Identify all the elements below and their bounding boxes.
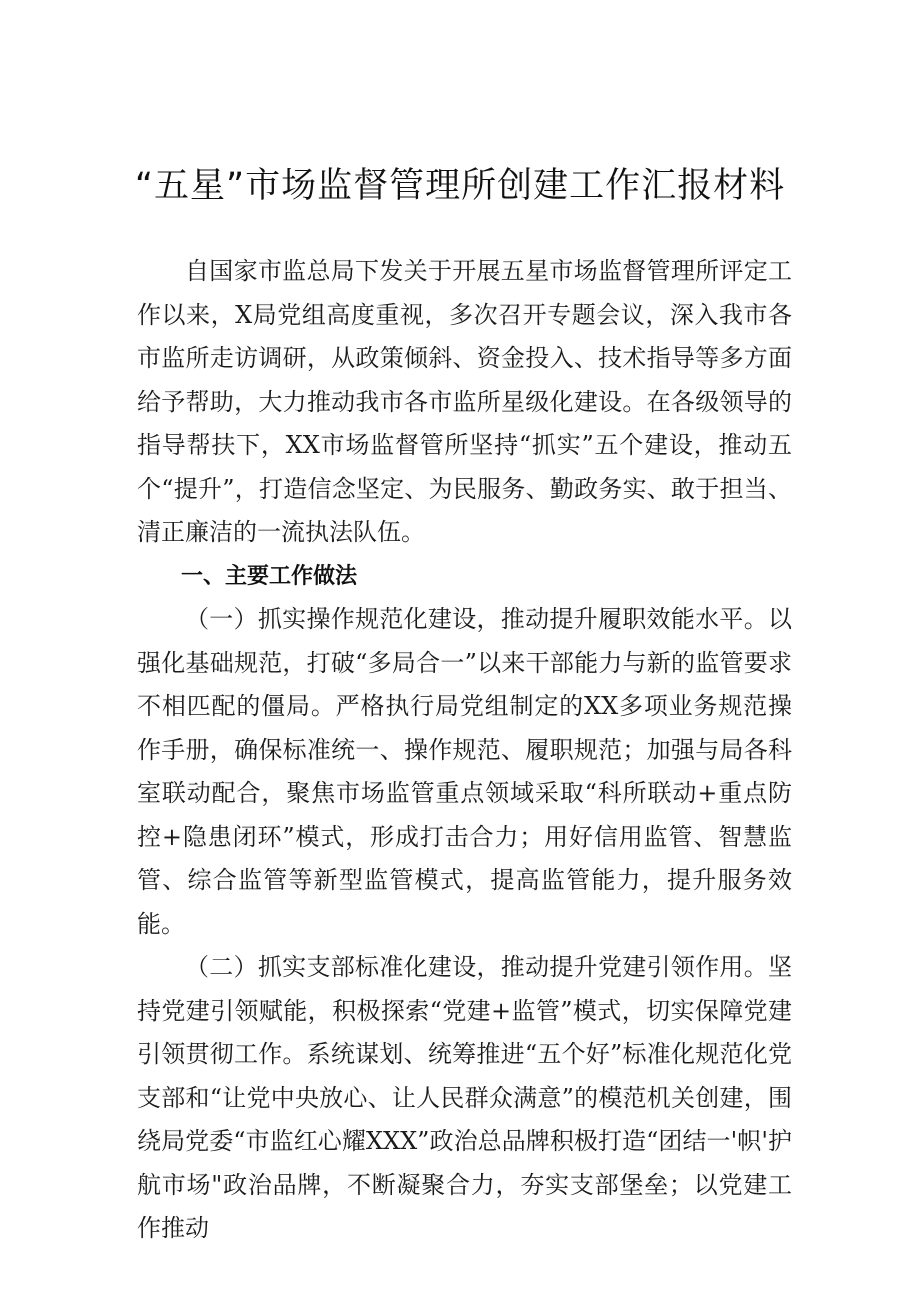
section-heading-main-work: 一、主要工作做法: [181, 563, 358, 589]
paragraph-item-1: （一）抓实操作规范化建设，推动提升履职效能水平。以强化基础规范，打破“多局合一”以来干部能力与新的监管要求不相匹配的僵局。严格执行局党组制定的XX多项业务规范操作手册，确保标准统一、操作规范、履职规范；加强与局各科室联动配合，聚焦市场监管重点领域采取“科所联动+重点防控+隐患闭环”模式，形成打击合力；用好信用监管、智慧监管、综合监管等新型监管模式，提高监管能力，提升服务效能。: [137, 605, 792, 938]
intro-paragraph: 自国家市监总局下发关于开展五星市场监督管理所评定工作以来，X局党组高度重视，多次召开专题会议，深入我市各市监所走访调研，从政策倾斜、资金投入、技术指导等多方面给予帮助，大力推动我市各市监所星级化建设。在各级领导的指导帮扶下，XX市场监督管所坚持“抓实”五个建设，推动五个“提升”，打造信念坚定、为民服务、勤政务实、敢于担当、清正廉洁的一流执法队伍。: [137, 257, 792, 546]
document-title: “五星”市场监督管理所创建工作汇报材料: [134, 166, 786, 206]
document-body: [137, 250, 792, 1251]
paragraph-item-2: （二）抓实支部标准化建设，推动提升党建引领作用。坚持党建引领赋能，积极探索“党建+监管”模式，切实保障党建引领贯彻工作。系统谋划、统筹推进“五个好”标准化规范化党支部和“让党中央放心、让人民群众满意”的模范机关创建，围绕局党委“市监红心耀XXX”政治总品牌积极打造“团结一'帜'护航市场"政治品牌，不断凝聚合力，夯实支部堡垒；以党建工作推动: [137, 953, 792, 1242]
